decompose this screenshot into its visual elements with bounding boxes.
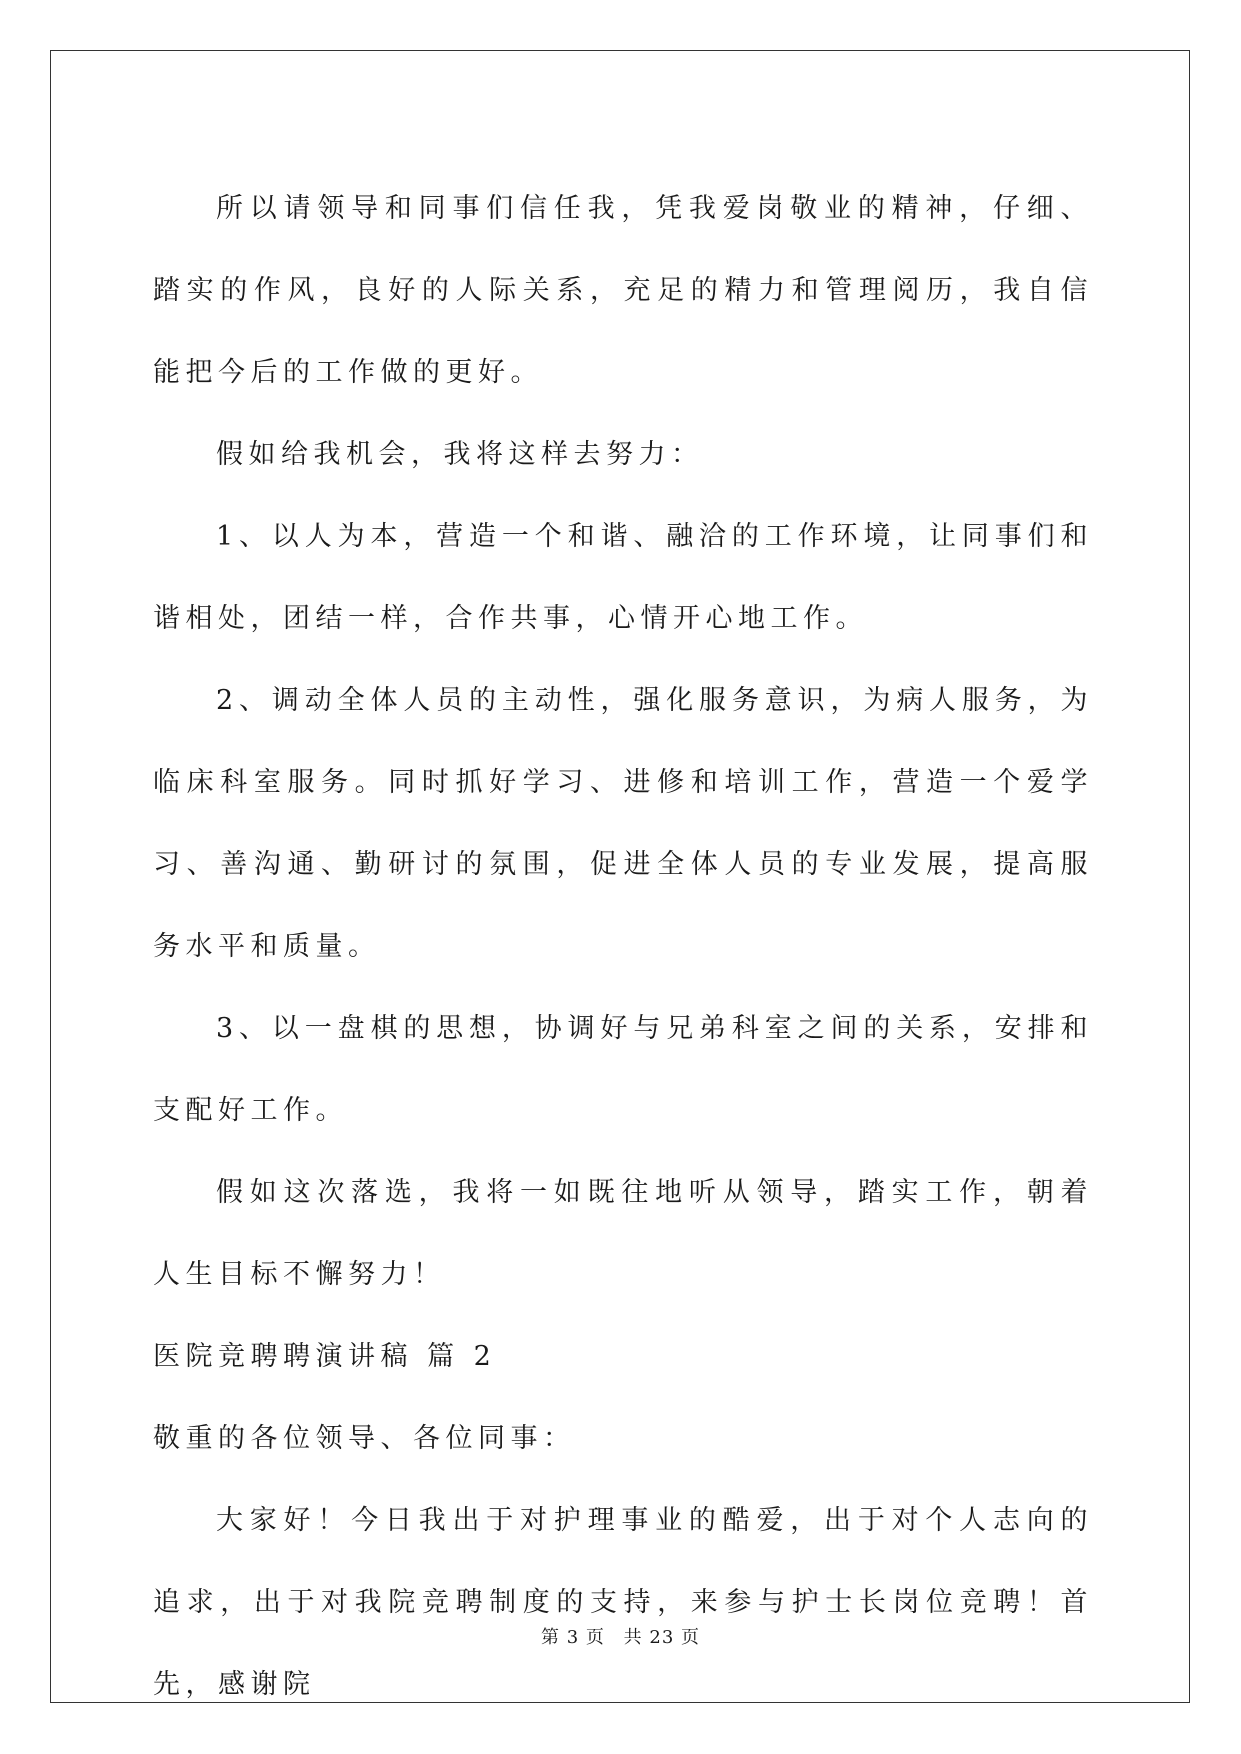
page-footer xyxy=(0,1623,1241,1649)
paragraph: 大家好！今日我出于对护理事业的酷爱，出于对个人志向的追求，出于对我院竞聘制度的支持，来参与护士长岗位竞聘！首先，感谢院 xyxy=(153,1505,1093,1700)
section-title: 医院竞聘聘演讲稿 篇 2 xyxy=(153,1341,497,1372)
document-body xyxy=(153,168,1093,1726)
salutation: 敬重的各位领导、各位同事： xyxy=(153,1423,576,1454)
paragraph: 所以请领导和同事们信任我，凭我爱岗敬业的精神，仔细、踏实的作风，良好的人际关系，充足的精力和管理阅历，我自信能把今后的工作做的更好。 xyxy=(153,193,1093,388)
paragraph: 2、调动全体人员的主动性，强化服务意识，为病人服务，为临床科室服务。同时抓好学习、进修和培训工作，营造一个爱学习、善沟通、勤研讨的氛围，促进全体人员的专业发展，提高服务水平和质量。 xyxy=(153,685,1093,962)
paragraph: 假如给我机会，我将这样去努力： xyxy=(216,439,704,470)
page-total: 共 23 页 xyxy=(623,1627,700,1648)
paragraph: 1、以人为本，营造一个和谐、融洽的工作环境，让同事们和谐相处，团结一样，合作共事，心情开心地工作。 xyxy=(153,521,1093,634)
paragraph: 3、以一盘棋的思想，协调好与兄弟科室之间的关系，安排和支配好工作。 xyxy=(153,1013,1093,1126)
page-number: 第 3 页 xyxy=(541,1627,605,1648)
paragraph: 假如这次落选，我将一如既往地听从领导，踏实工作，朝着人生目标不懈努力！ xyxy=(153,1177,1093,1290)
